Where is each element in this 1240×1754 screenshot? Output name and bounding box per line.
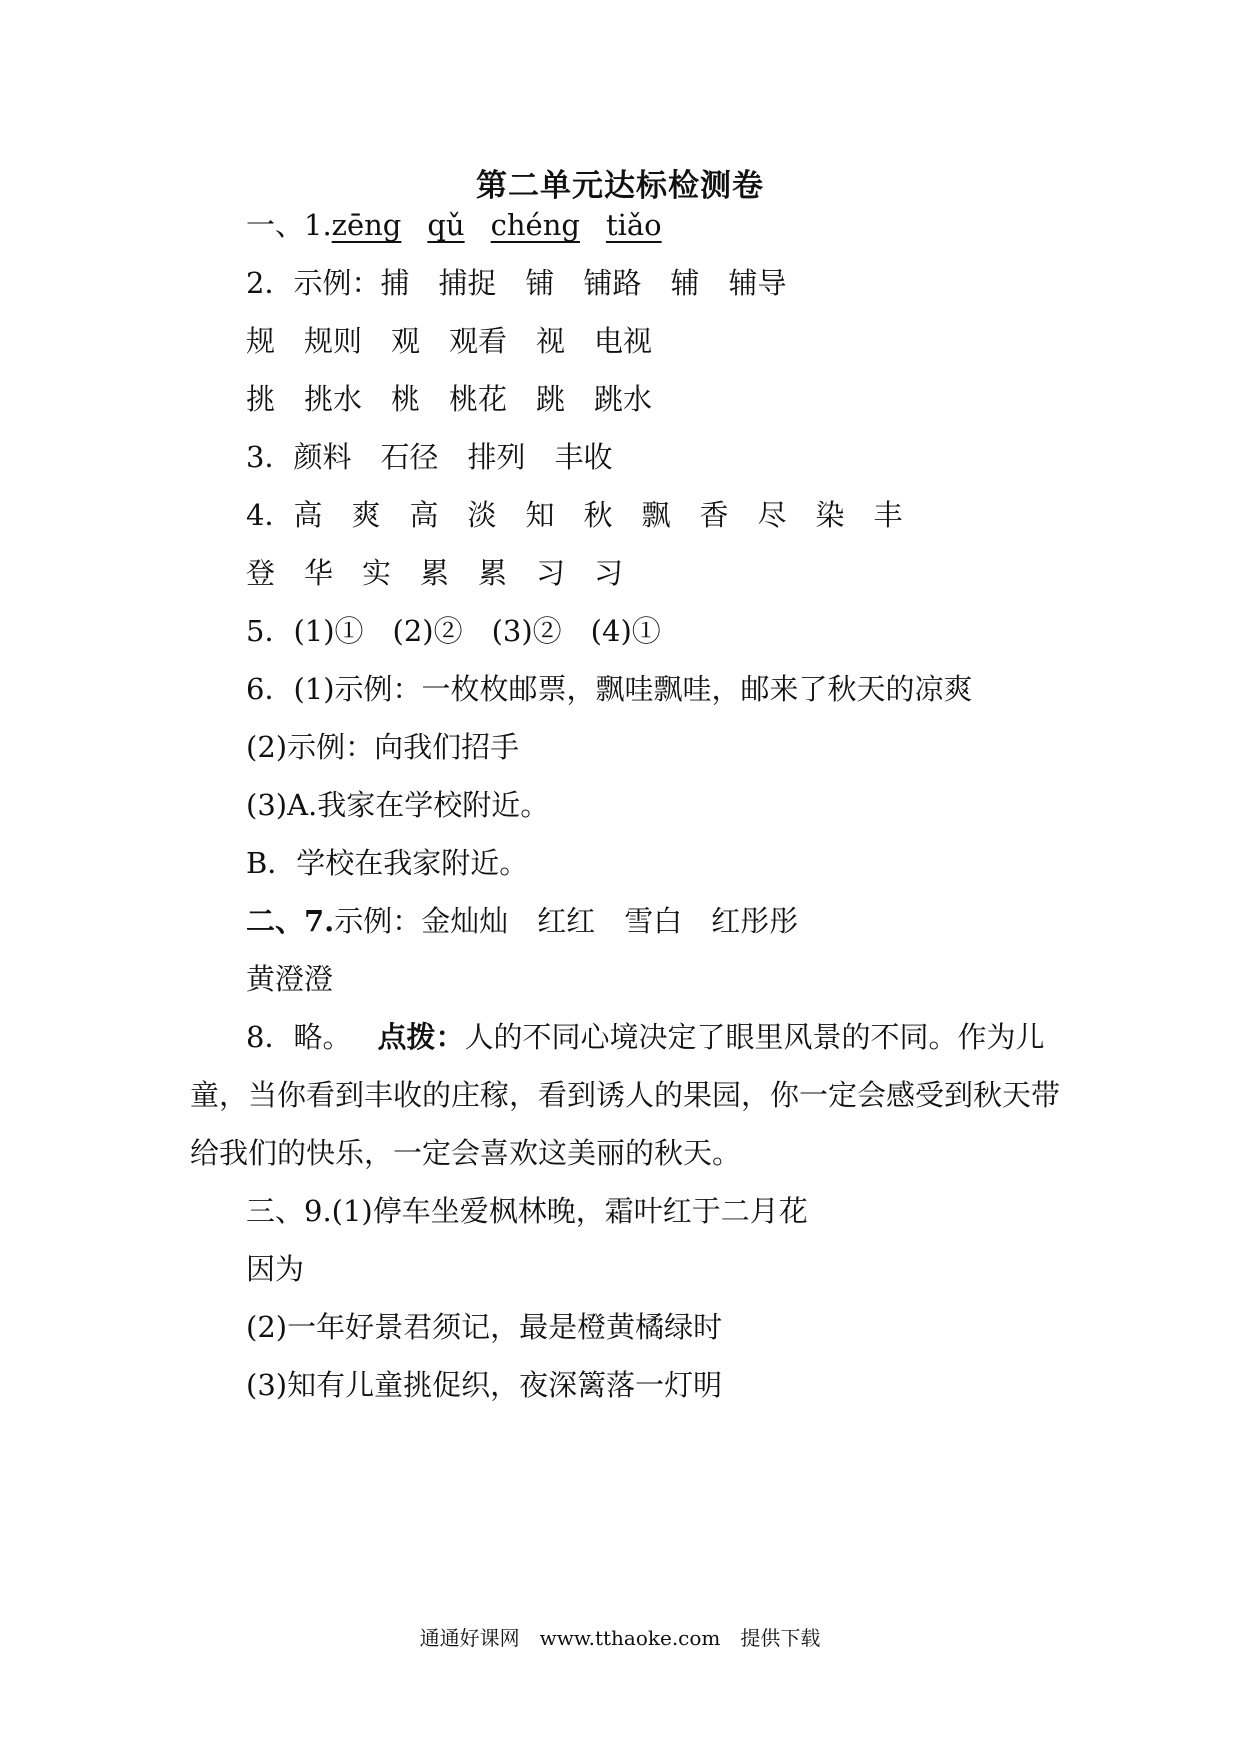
q1-prefix: 一、1. — [246, 208, 332, 242]
q1-pinyin-4: tiǎo — [605, 208, 662, 242]
q2-line-2: 规 规则 观 观看 视 电视 — [246, 324, 653, 358]
q8-hint-text: 人的不同心境决定了眼里风景的不同。作为儿 — [464, 1020, 1045, 1054]
q2-line-1: 2．示例：捕 捕捉 铺 铺路 辅 辅导 — [246, 266, 787, 300]
q1-line — [246, 205, 662, 245]
q7-line-1 — [246, 901, 798, 941]
q8-line-1 — [246, 1017, 1044, 1057]
q6-line-3: (3)A.我家在学校附近。 — [246, 788, 550, 822]
q1-pinyin-3: chéng — [490, 208, 580, 242]
q3-line: 3．颜料 石径 排列 丰收 — [246, 440, 613, 474]
q9-line-2: 因为 — [246, 1252, 305, 1286]
q9-line-3: (2)一年好景君须记，最是橙黄橘绿时 — [246, 1310, 723, 1344]
q6-line-2: (2)示例：向我们招手 — [246, 730, 520, 764]
q4-line-2: 登 华 实 累 累 习 习 — [246, 556, 624, 590]
page-title: 第二单元达标检测卷 — [476, 168, 764, 204]
q9-line-1: 三、9.(1)停车坐爱枫林晚，霜叶红于二月花 — [246, 1194, 808, 1228]
q8-number: 8．略。 — [246, 1020, 352, 1054]
q2-line-3: 挑 挑水 桃 桃花 跳 跳水 — [246, 382, 653, 416]
q6-line-1: 6．(1)示例：一枚枚邮票，飘哇飘哇，邮来了秋天的凉爽 — [246, 672, 973, 706]
q7-line-2: 黄澄澄 — [246, 962, 334, 996]
q8-hint-label: 点拨： — [377, 1020, 465, 1054]
q4-line-1: 4．高 爽 高 淡 知 秋 飘 香 尽 染 丰 — [246, 498, 903, 532]
q1-pinyin-1: zēng — [331, 208, 402, 242]
q1-pinyin-2: qǔ — [427, 208, 465, 242]
q6-line-4: B．学校在我家附近。 — [246, 846, 529, 880]
footer-credit: 通通好课网 www.tthaoke.com 提供下载 — [419, 1626, 821, 1650]
q7-prefix: 二、7. — [246, 904, 335, 938]
q5-line: 5．(1)① (2)② (3)② (4)① — [246, 614, 661, 648]
q8-line-3: 给我们的快乐，一定会喜欢这美丽的秋天。 — [190, 1136, 742, 1170]
q7-answer: 示例：金灿灿 红红 雪白 红彤彤 — [334, 904, 799, 938]
q8-line-2: 童，当你看到丰收的庄稼，看到诱人的果园，你一定会感受到秋天带 — [190, 1078, 1061, 1112]
q9-line-4: (3)知有儿童挑促织，夜深篱落一灯明 — [246, 1368, 723, 1402]
